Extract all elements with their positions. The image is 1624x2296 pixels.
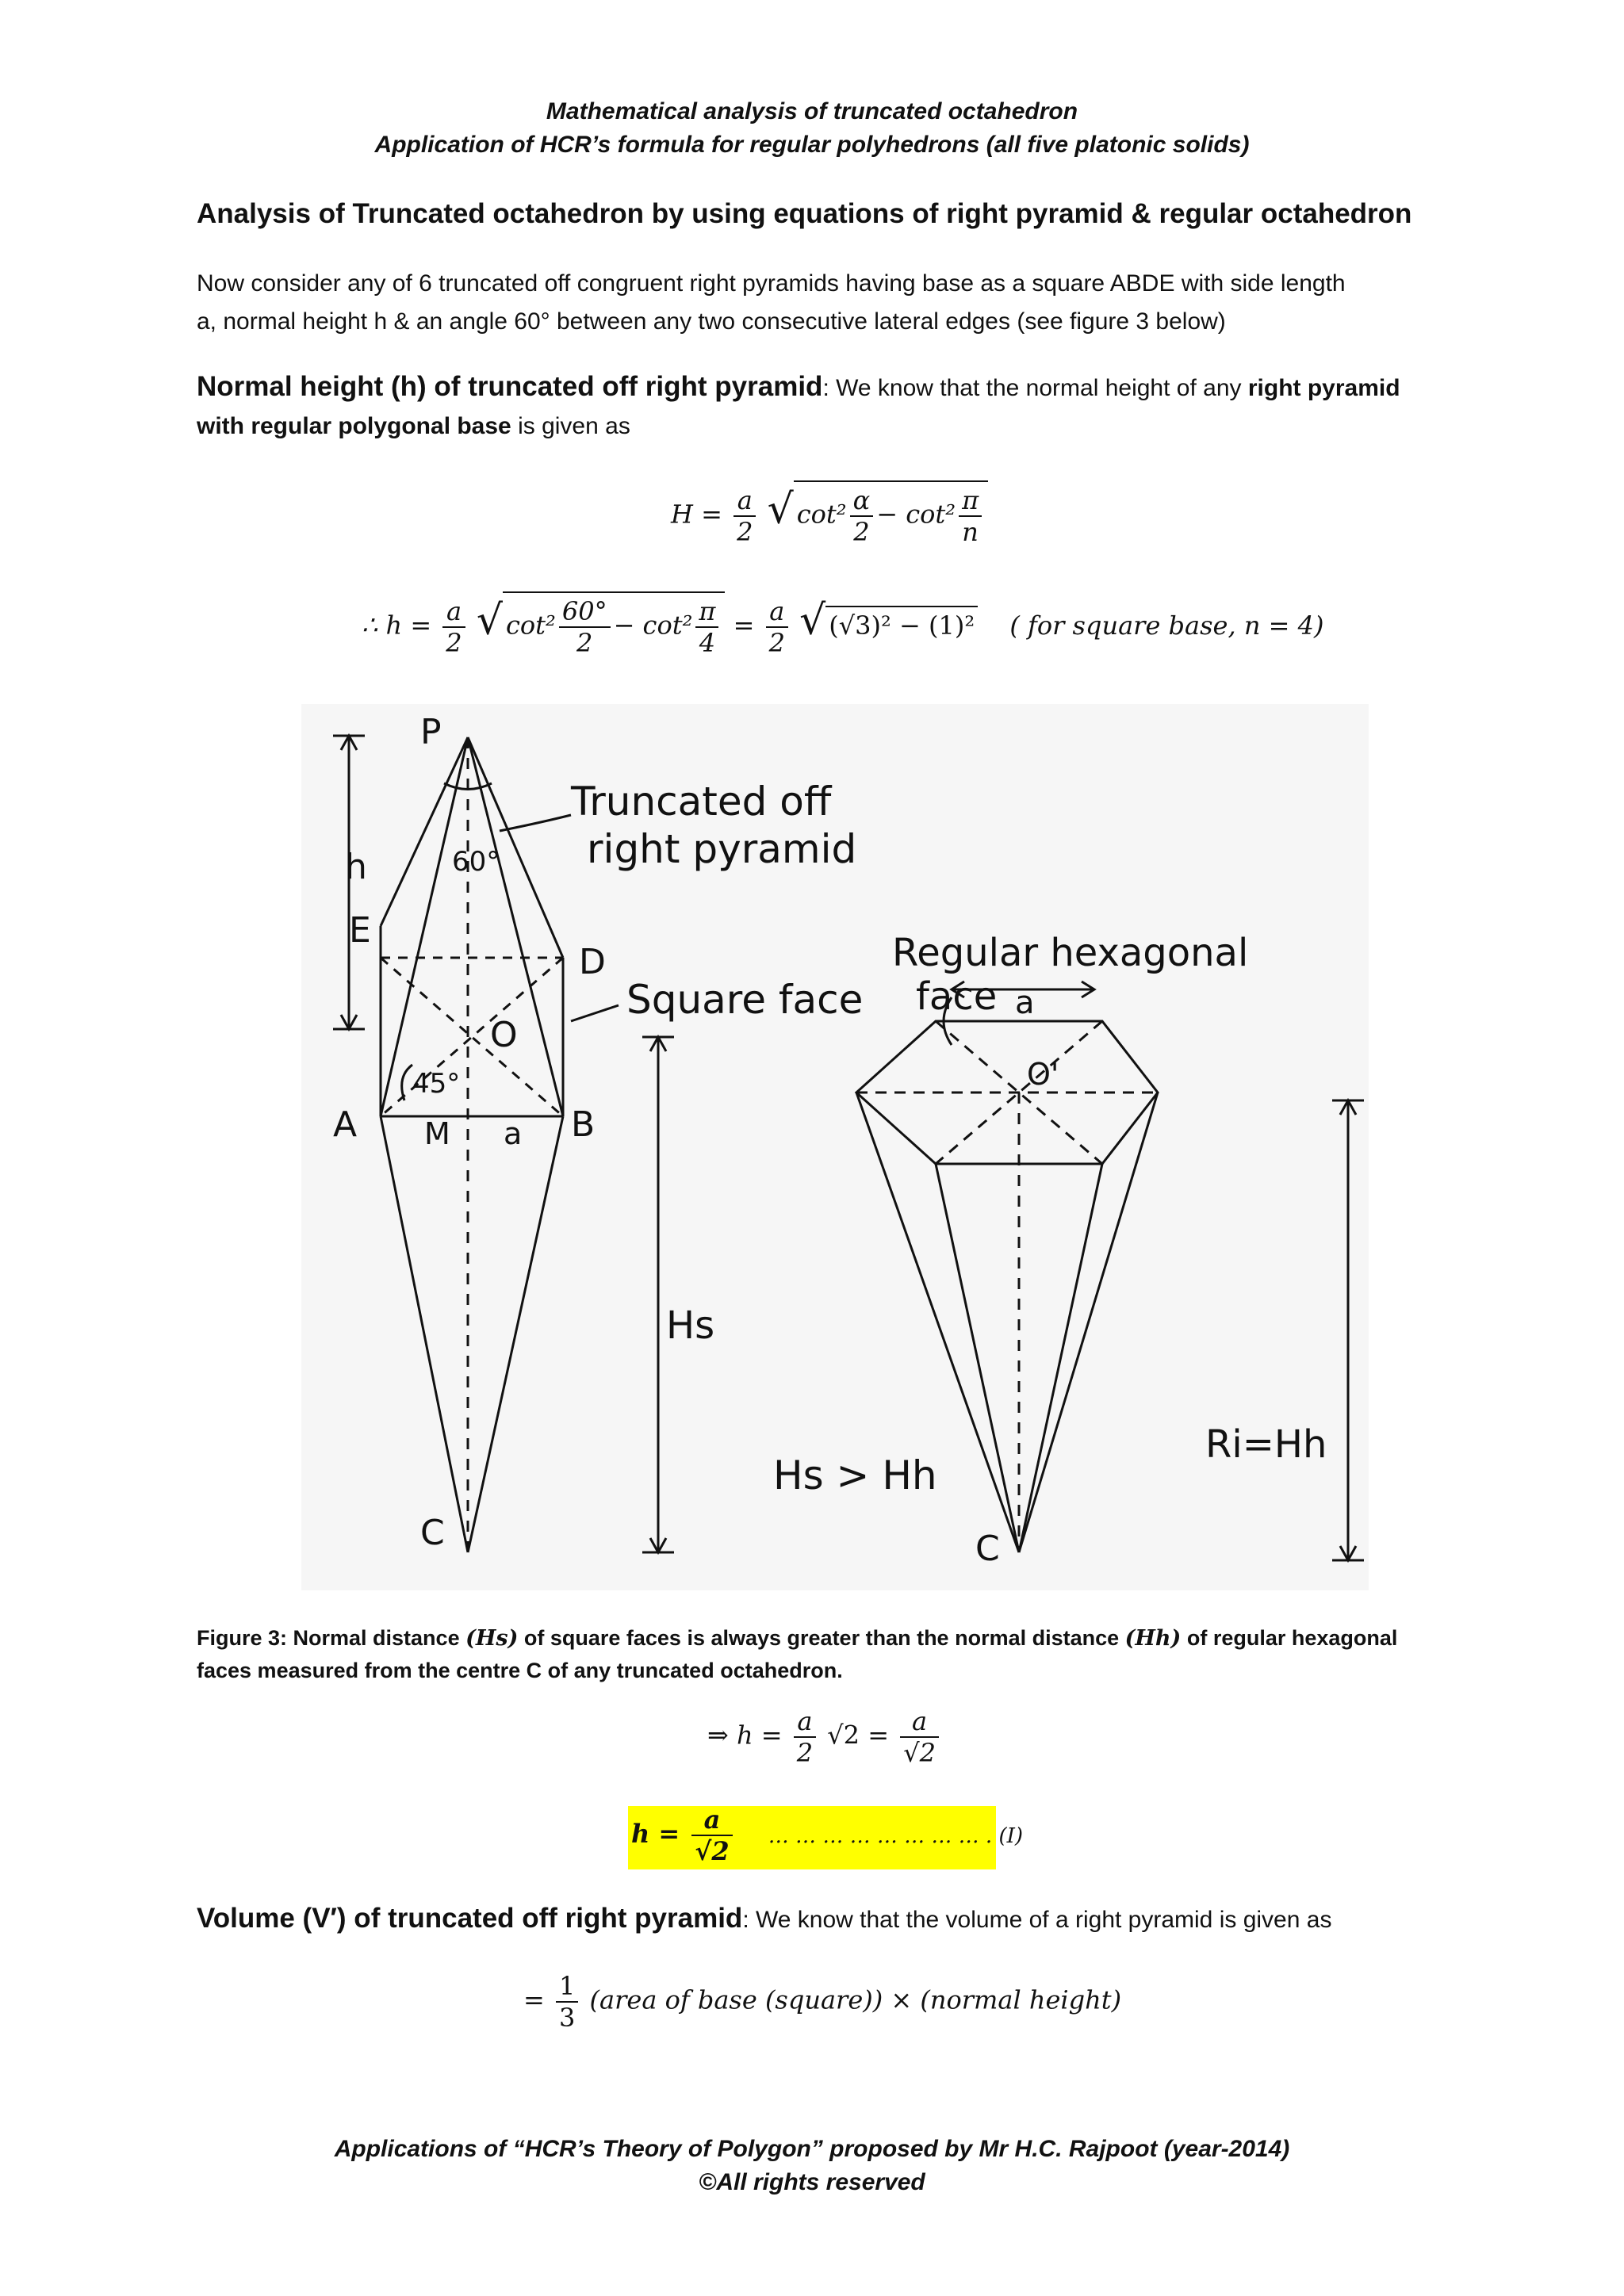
label-a: a	[504, 1116, 523, 1151]
eq4-tag: … … … … … … … … . (I)	[768, 1823, 1024, 1848]
eq3-f1-den: 2	[796, 1738, 814, 1768]
equation-height-square	[362, 591, 1323, 658]
annotation-Ri: Ri=Hh	[1205, 1422, 1327, 1467]
eq4-den: √2	[695, 1836, 730, 1866]
eq4-num: a	[691, 1804, 732, 1836]
volume-paragraph	[197, 1900, 1442, 1939]
volume-text: : We know that the volume of a right pyramid is given as	[742, 1907, 1332, 1933]
eq2-f4-den: 2	[768, 628, 785, 658]
eq2-f4-num: a	[766, 596, 788, 628]
eq2-frac-60	[559, 596, 611, 658]
label-M: M	[424, 1116, 450, 1151]
eq3-f2-num: a	[900, 1706, 939, 1738]
caption-Hs: (Hs)	[465, 1626, 519, 1651]
eq3-f2-den: √2	[903, 1738, 936, 1768]
eq1-f2-num: α	[850, 485, 874, 517]
eq1-f2-den: 2	[853, 517, 870, 547]
caption-Hh: (Hh)	[1124, 1626, 1182, 1651]
normal-height-heading: Normal height (h) of truncated off right pyramid	[197, 371, 823, 402]
normal-height-paragraph	[197, 368, 1442, 446]
footer-line-2: ©All rights reserved	[699, 2169, 925, 2195]
eq2-f3-den: 4	[699, 628, 716, 658]
label-E: E	[349, 910, 371, 951]
eq5-frac	[556, 1971, 578, 2033]
label-angle-60: 60°	[452, 846, 500, 878]
annotation-hexagon-1: Regular hexagonal	[892, 931, 1249, 975]
edge-PE	[381, 737, 468, 926]
annotation-hex-a: a	[1015, 985, 1035, 1021]
eq2-note: ( for square base, n = 4)	[1009, 610, 1324, 641]
eq1-cot: cot²	[796, 499, 847, 530]
normal-height-text-c: with regular polygonal base	[197, 413, 511, 439]
eq5-num: 1	[556, 1971, 578, 2003]
label-D: D	[579, 942, 606, 982]
caption-text-4: faces measured from the centre C of any truncated octahedron.	[197, 1659, 843, 1682]
caption-text-3: of regular hexagonal	[1181, 1626, 1398, 1650]
eq1-frac-a2	[733, 485, 756, 547]
eq2-lhs: ∴ h =	[362, 610, 432, 641]
label-A: A	[333, 1104, 358, 1145]
eq2-cot: cot²	[505, 610, 556, 641]
eq5-den: 3	[558, 2003, 576, 2033]
annotation-compare: Hs > Hh	[773, 1452, 937, 1498]
edge-PA	[381, 737, 468, 1116]
intro-line-2: a, normal height h & an angle 60° between any two consecutive lateral edges (see figure 3 below)	[197, 308, 1226, 335]
label-O: O	[490, 1015, 518, 1055]
sqrt-sign-1: √	[767, 485, 794, 534]
eq2-root-content: (√3)² − (1)²	[825, 606, 978, 641]
eq2-frac-pi4	[695, 596, 718, 658]
eq3-f1-num: a	[794, 1706, 816, 1738]
eq2-f1-num: a	[442, 596, 465, 628]
figure-3-diagram	[301, 704, 1369, 1590]
header-title: Mathematical analysis of truncated octahedron	[546, 98, 1078, 124]
eq3-root: √2 =	[827, 1720, 890, 1751]
label-P: P	[420, 712, 442, 752]
eq5-rest: (area of base (square)) × (normal height)	[589, 1984, 1122, 2015]
label-Hs: Hs	[666, 1303, 715, 1348]
eq2-frac-a2	[442, 596, 465, 658]
eq1-frac-alpha	[850, 485, 874, 547]
eq2-minus: − cot²	[613, 610, 693, 641]
annotation-truncated-1: Truncated off	[571, 779, 832, 825]
volume-heading: Volume (V′) of truncated off right pyramid	[197, 1903, 743, 1934]
label-h: h	[345, 847, 367, 887]
eq2-f2-num: 60°	[559, 596, 611, 628]
eq1-frac-pi	[959, 485, 982, 547]
eq2-radicand	[503, 591, 725, 658]
annotation-hexagon-2: face	[916, 974, 998, 1019]
normal-height-text-a: : We know that the normal height of any	[822, 375, 1248, 401]
eq2-equals: =	[733, 610, 755, 641]
eq3-frac-a2	[794, 1706, 816, 1768]
eq2-frac-a2b	[766, 596, 788, 658]
intro-paragraph	[197, 265, 1442, 341]
eq3-lhs: ⇒ h =	[707, 1720, 783, 1751]
eq1-f1-num: a	[733, 485, 756, 517]
equation-general-height	[671, 480, 988, 547]
equation-volume	[523, 1971, 1121, 2033]
eq1-lhs: H =	[671, 499, 722, 530]
label-angle-45: 45°	[412, 1068, 461, 1100]
eq1-radicand	[794, 480, 988, 547]
eq1-minus: − cot²	[876, 499, 956, 530]
normal-height-text-b: right pyramid	[1247, 375, 1400, 401]
figure-caption	[197, 1622, 1418, 1686]
eq4-lhs: h =	[631, 1818, 680, 1849]
intro-line-1: Now consider any of 6 truncated off congruent right pyramids having base as a square ABDE with side length	[197, 270, 1346, 297]
eq3-frac-a-root2	[900, 1706, 939, 1768]
sqrt-sign-2: √	[476, 596, 503, 645]
eq4-frac	[691, 1804, 732, 1866]
label-C-right: C	[975, 1529, 1000, 1569]
eq2-f1-den: 2	[446, 628, 462, 658]
annotation-square-face: Square face	[626, 977, 864, 1023]
caption-text-2: of square faces is always greater than the normal distance	[518, 1626, 1125, 1650]
footer-line-1: Applications of “HCR’s Theory of Polygon” proposed by Mr H.C. Rajpoot (year-2014)	[334, 2136, 1290, 2162]
eq1-f3-den: n	[962, 517, 979, 547]
label-B: B	[571, 1104, 596, 1145]
sqrt-sign-3: √	[799, 596, 826, 645]
header-subtitle: Application of HCR’s formula for regular polyhedrons (all five platonic solids)	[374, 132, 1250, 158]
caption-text-1: Figure 3: Normal distance	[197, 1626, 466, 1650]
eq5-equals: =	[523, 1984, 545, 2015]
eq1-f3-num: π	[959, 485, 982, 517]
label-O-prime: O'	[1027, 1057, 1059, 1092]
label-C: C	[420, 1513, 445, 1553]
section-title: Analysis of Truncated octahedron by using equations of right pyramid & regular octahedron	[197, 198, 1412, 229]
normal-height-text-d: is given as	[511, 413, 630, 439]
equation-h-result	[707, 1706, 942, 1768]
equation-h-final	[631, 1804, 1023, 1866]
eq1-f1-den: 2	[737, 517, 753, 547]
eq2-f2-den: 2	[576, 628, 593, 658]
annotation-truncated-2: right pyramid	[587, 826, 857, 872]
figure-3-svg	[301, 704, 1369, 1590]
eq2-f3-num: π	[695, 596, 718, 628]
